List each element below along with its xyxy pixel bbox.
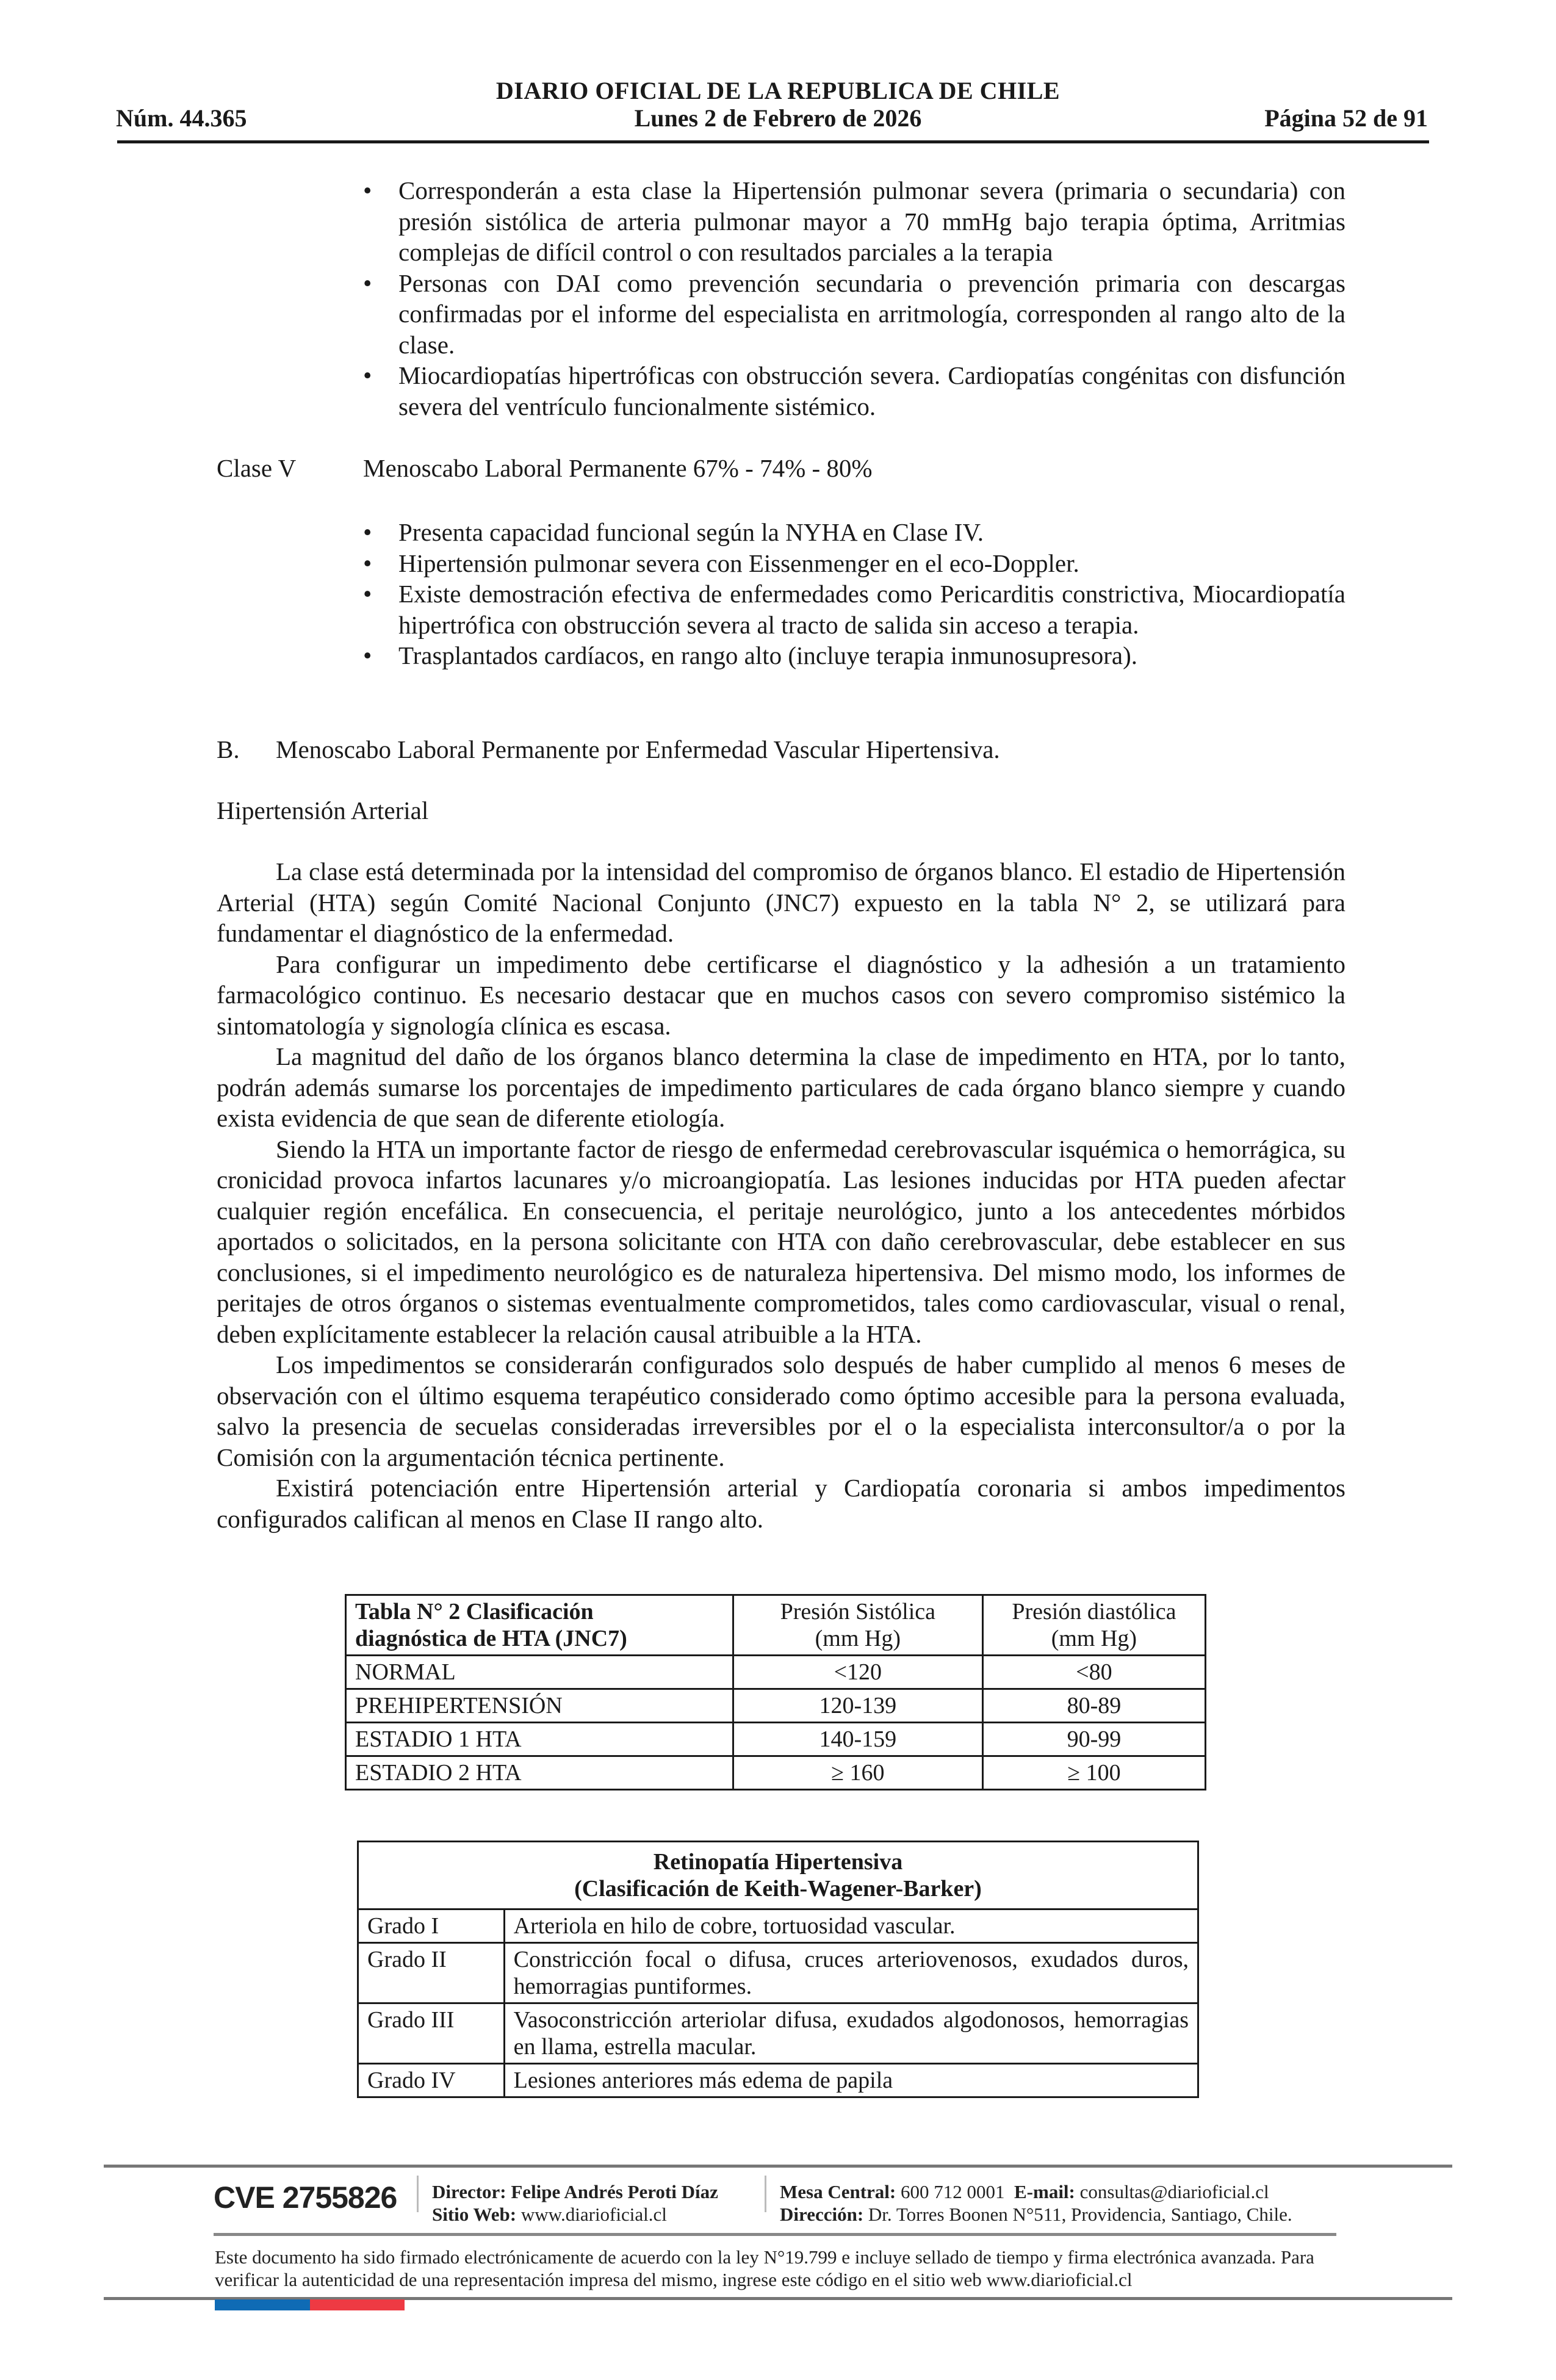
paragraph: Para configurar un impedimento debe certificarse el diagnóstico y la adhesión a un tratamiento farmacológico continuo. Es necesario destacar que en muchos casos con severo compromiso sistémico la sintomatología y signología clínica es escasa. xyxy=(217,950,1345,1040)
table-header-row xyxy=(358,1842,1198,1909)
list-item: • Corresponderán a esta clase la Hipertensión pulmonar severa (primaria o secundaria) con presión sistólica de arteria pulmonar mayor a 70 mmHg bajo terapia óptima, Arritmias complejas de difícil control o con resultados parciales a la terapia xyxy=(363,176,1345,266)
footer-rule-top xyxy=(104,2165,1452,2168)
bullet-icon: • xyxy=(363,269,372,297)
page-number: Página 52 de 91 xyxy=(1264,104,1428,132)
table-title-cell: Retinopatía Hipertensiva (Clasificación de Keith-Wagener-Barker) xyxy=(358,1842,1198,1909)
table-row: Grado II Constricción focal o difusa, cruces arteriovenosos, exudados duros, hemorragias puntiformes. xyxy=(358,1943,1198,2003)
footer-director-block: Director: Felipe Andrés Peroti Díaz Sitio Web: www.diarioficial.cl xyxy=(432,2181,718,2225)
newspaper-title: DIARIO OFICIAL DE LA REPUBLICA DE CHILE xyxy=(495,77,1061,104)
legal-notice: Este documento ha sido firmado electrónicamente de acuerdo con la ley N°19.799 e incluye sellado de tiempo y firma electrónica avanzada. Para verificar la autenticidad de una representación impresa del mismo, ingrese este código en el sitio web www.diarioficial.cl xyxy=(215,2246,1314,2290)
table-row: NORMAL <120 <80 xyxy=(346,1656,1206,1689)
cve-code: CVE 2755826 xyxy=(214,2180,397,2215)
list-item: • Hipertensión pulmonar severa con Eissenmenger en el eco-Doppler. xyxy=(363,548,1345,579)
footer-divider xyxy=(765,2176,766,2212)
clase-v-label: Clase V xyxy=(217,454,297,482)
paragraph: La magnitud del daño de los órganos blanco determina la clase de impedimento en HTA, por lo tanto, podrán además sumarse los porcentajes de impedimento particulares de cada órgano blanco siempre y cuando exista evidencia de que sean de diferente etiología. xyxy=(217,1042,1345,1132)
footer-contact-block: Mesa Central: 600 712 0001 E-mail: consultas@diarioficial.cl Dirección: Dr. Torres Boonen N°511, Providencia, Santiago, Chile. xyxy=(780,2181,1292,2225)
bullet-icon: • xyxy=(363,549,372,577)
table-row: Grado III Vasoconstricción arteriolar difusa, exudados algodonosos, hemorragias en llama, estrella macular. xyxy=(358,2003,1198,2064)
header-rule xyxy=(117,140,1429,143)
table-row: PREHIPERTENSIÓN 120-139 80-89 xyxy=(346,1689,1206,1723)
website-link[interactable]: www.diarioficial.cl xyxy=(520,2204,667,2225)
email-link[interactable]: consultas@diarioficial.cl xyxy=(1079,2181,1269,2202)
table-header-row xyxy=(346,1595,1206,1656)
paragraph: Existirá potenciación entre Hipertensión arterial y Cardiopatía coronaria si ambos impedimentos configurados califican al menos en Clase II rango alto. xyxy=(217,1474,1345,1533)
table-row: Grado IV Lesiones anteriores más edema de papila xyxy=(358,2064,1198,2097)
issue-date: Lunes 2 de Febrero de 2026 xyxy=(634,104,922,132)
bullet-icon: • xyxy=(363,580,372,608)
list-item: • Miocardiopatías hipertróficas con obstrucción severa. Cardiopatías congénitas con disfunción severa del ventrículo funcionalmente sistémico. xyxy=(363,361,1345,420)
table-row: Grado I Arteriola en hilo de cobre, tortuosidad vascular. xyxy=(358,1909,1198,1943)
issue-number: Núm. 44.365 xyxy=(116,104,247,132)
bullet-icon: • xyxy=(363,176,372,204)
clase-v-bullets xyxy=(363,517,1345,671)
table-retinopatia xyxy=(357,1841,1199,2098)
table-row: ESTADIO 2 HTA ≥ 160 ≥ 100 xyxy=(346,1756,1206,1790)
list-item: • Personas con DAI como prevención secundaria o prevención primaria con descargas confirmadas por el informe del especialista en arritmología, corresponden al rango alto de la clase. xyxy=(363,269,1345,359)
table-header-cell: Presión diastólica (mm Hg) xyxy=(982,1595,1205,1656)
bullet-icon: • xyxy=(363,641,372,669)
paragraph: La clase está determinada por la intensidad del compromiso de órganos blanco. El estadio de Hipertensión Arterial (HTA) según Comité Nacional Conjunto (JNC7) expuesto en la tabla N° 2, se utilizará para fundamentar el diagnóstico de la enfermedad. xyxy=(217,857,1345,947)
clase-iv-bullets xyxy=(363,175,1345,422)
clase-v-title: Menoscabo Laboral Permanente 67% - 74% - 80% xyxy=(363,454,873,482)
section-b-letter: B. xyxy=(217,735,240,763)
subheading-hta: Hipertensión Arterial xyxy=(217,796,429,824)
table-header-cell: Presión Sistólica (mm Hg) xyxy=(733,1595,982,1656)
body-text xyxy=(217,856,1345,1534)
paragraph: Siendo la HTA un importante factor de riesgo de enfermedad cerebrovascular isquémica o hemorrágica, su cronicidad provoca infartos lacunares y/o microangiopatía. Las lesiones inducidas por HTA pueden afectar cualquier región encefálica. En consecuencia, el peritaje neurológico, junto a los antecedentes mórbidos aportados o solicitados, en la persona solicitante con HTA con daño cerebrovascular, debe establecer en sus conclusiones, si el impedimento neurológico es de naturaleza hipertensiva. Del mismo modo, los informes de peritajes de otros órganos o sistemas eventualmente comprometidos, tales como cardiovascular, visual o renal, deben explícitamente establecer la relación causal atribuible a la HTA. xyxy=(217,1134,1345,1348)
flag-stripe-red xyxy=(310,2299,405,2310)
table-header-cell: Tabla N° 2 Clasificación diagnóstica de HTA (JNC7) xyxy=(346,1595,733,1656)
section-b-title: Menoscabo Laboral Permanente por Enfermedad Vascular Hipertensiva. xyxy=(276,735,1000,763)
footer-divider xyxy=(417,2176,419,2212)
list-item: • Trasplantados cardíacos, en rango alto (incluye terapia inmunosupresora). xyxy=(363,640,1345,671)
list-item: • Presenta capacidad funcional según la NYHA en Clase IV. xyxy=(363,517,1345,548)
bullet-icon: • xyxy=(363,518,372,546)
table-row: ESTADIO 1 HTA 140-159 90-99 xyxy=(346,1723,1206,1756)
paragraph: Los impedimentos se considerarán configurados solo después de haber cumplido al menos 6 meses de observación con el último esquema terapéutico considerado como óptimo accesible para la persona evaluada, salvo la presencia de secuelas consideradas irreversibles por el o la especialista interconsultor/a o por la Comisión con la argumentación técnica pertinente. xyxy=(217,1350,1345,1471)
footer-rule-middle xyxy=(214,2233,1336,2236)
table-jnc7-classification xyxy=(345,1594,1206,1790)
list-item: • Existe demostración efectiva de enfermedades como Pericarditis constrictiva, Miocardiopatía hipertrófica con obstrucción severa al tracto de salida sin acceso a terapia. xyxy=(363,580,1345,639)
flag-stripe-blue xyxy=(215,2299,310,2310)
bullet-icon: • xyxy=(363,361,372,389)
